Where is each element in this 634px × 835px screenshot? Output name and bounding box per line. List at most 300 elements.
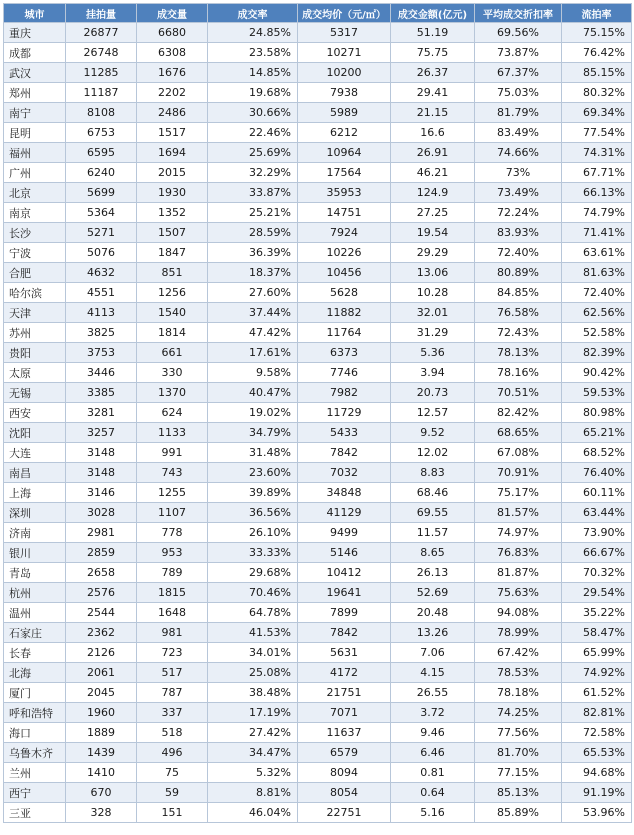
cell-deal-amount: 29.29 (391, 243, 475, 263)
cell-deal-rate: 24.85% (208, 23, 298, 43)
table-row (4, 143, 632, 163)
table-row (4, 223, 632, 243)
cell-failed-rate: 91.19% (562, 783, 632, 803)
cell-deal-rate: 17.19% (208, 703, 298, 723)
cell-avg-discount: 78.53% (475, 663, 562, 683)
cell-deal-amount: 13.26 (391, 623, 475, 643)
cell-city: 杭州 (4, 583, 66, 603)
cell-city: 南宁 (4, 103, 66, 123)
cell-deal-amount: 5.36 (391, 343, 475, 363)
cell-city: 呼和浩特 (4, 703, 66, 723)
cell-city: 北京 (4, 183, 66, 203)
cell-listed-count: 5699 (66, 183, 137, 203)
cell-listed-count: 3753 (66, 343, 137, 363)
table-row (4, 283, 632, 303)
cell-avg-price: 7842 (298, 623, 391, 643)
cell-failed-rate: 68.52% (562, 443, 632, 463)
header-listed-count: 挂拍量 (66, 4, 137, 23)
cell-deal-rate: 5.32% (208, 763, 298, 783)
cell-listed-count: 11285 (66, 63, 137, 83)
cell-listed-count: 4551 (66, 283, 137, 303)
cell-failed-rate: 29.54% (562, 583, 632, 603)
cell-deal-rate: 33.33% (208, 543, 298, 563)
cell-deal-count: 1255 (137, 483, 208, 503)
cell-avg-price: 5628 (298, 283, 391, 303)
cell-deal-amount: 8.83 (391, 463, 475, 483)
cell-deal-amount: 26.55 (391, 683, 475, 703)
cell-failed-rate: 75.15% (562, 23, 632, 43)
cell-city: 乌鲁木齐 (4, 743, 66, 763)
cell-failed-rate: 74.92% (562, 663, 632, 683)
cell-city: 深圳 (4, 503, 66, 523)
table-row (4, 723, 632, 743)
cell-deal-amount: 69.55 (391, 503, 475, 523)
cell-avg-discount: 78.16% (475, 363, 562, 383)
cell-deal-amount: 75.75 (391, 43, 475, 63)
cell-city: 北海 (4, 663, 66, 683)
cell-failed-rate: 72.58% (562, 723, 632, 743)
cell-avg-price: 22751 (298, 803, 391, 823)
cell-failed-rate: 65.53% (562, 743, 632, 763)
cell-deal-count: 1814 (137, 323, 208, 343)
cell-deal-rate: 41.53% (208, 623, 298, 643)
cell-avg-price: 7899 (298, 603, 391, 623)
cell-listed-count: 3028 (66, 503, 137, 523)
cell-avg-price: 11729 (298, 403, 391, 423)
table-row (4, 323, 632, 343)
table-row (4, 523, 632, 543)
cell-avg-price: 7071 (298, 703, 391, 723)
cell-failed-rate: 52.58% (562, 323, 632, 343)
cell-deal-rate: 28.59% (208, 223, 298, 243)
cell-deal-rate: 37.44% (208, 303, 298, 323)
cell-deal-rate: 36.39% (208, 243, 298, 263)
cell-deal-amount: 21.15 (391, 103, 475, 123)
table-row (4, 783, 632, 803)
cell-deal-amount: 0.81 (391, 763, 475, 783)
cell-deal-count: 789 (137, 563, 208, 583)
cell-deal-count: 1107 (137, 503, 208, 523)
cell-deal-count: 496 (137, 743, 208, 763)
cell-city: 厦门 (4, 683, 66, 703)
cell-listed-count: 5364 (66, 203, 137, 223)
cell-deal-count: 2202 (137, 83, 208, 103)
cell-avg-price: 5433 (298, 423, 391, 443)
table-row (4, 183, 632, 203)
cell-avg-discount: 68.65% (475, 423, 562, 443)
cell-deal-count: 991 (137, 443, 208, 463)
cell-listed-count: 3146 (66, 483, 137, 503)
cell-failed-rate: 65.99% (562, 643, 632, 663)
header-deal-rate: 成交率 (208, 4, 298, 23)
cell-city: 广州 (4, 163, 66, 183)
cell-avg-price: 10964 (298, 143, 391, 163)
cell-deal-rate: 19.68% (208, 83, 298, 103)
cell-avg-discount: 81.79% (475, 103, 562, 123)
cell-avg-price: 7842 (298, 443, 391, 463)
cell-failed-rate: 66.67% (562, 543, 632, 563)
cell-city: 沈阳 (4, 423, 66, 443)
cell-avg-discount: 67.37% (475, 63, 562, 83)
cell-avg-price: 8094 (298, 763, 391, 783)
table-row (4, 383, 632, 403)
cell-avg-price: 10226 (298, 243, 391, 263)
cell-deal-rate: 47.42% (208, 323, 298, 343)
header-deal-amount: 成交金额(亿元) (391, 4, 475, 23)
cell-avg-discount: 75.17% (475, 483, 562, 503)
cell-failed-rate: 60.11% (562, 483, 632, 503)
table-row (4, 503, 632, 523)
cell-avg-price: 35953 (298, 183, 391, 203)
table-row (4, 583, 632, 603)
cell-city: 兰州 (4, 763, 66, 783)
cell-city: 济南 (4, 523, 66, 543)
cell-listed-count: 11187 (66, 83, 137, 103)
cell-avg-discount: 81.70% (475, 743, 562, 763)
cell-city: 郑州 (4, 83, 66, 103)
cell-city: 福州 (4, 143, 66, 163)
cell-listed-count: 5271 (66, 223, 137, 243)
cell-listed-count: 5076 (66, 243, 137, 263)
cell-avg-discount: 72.43% (475, 323, 562, 343)
cell-deal-amount: 6.46 (391, 743, 475, 763)
cell-listed-count: 1889 (66, 723, 137, 743)
cell-failed-rate: 90.42% (562, 363, 632, 383)
table-row (4, 163, 632, 183)
cell-avg-price: 9499 (298, 523, 391, 543)
cell-deal-rate: 34.79% (208, 423, 298, 443)
cell-city: 成都 (4, 43, 66, 63)
cell-deal-count: 151 (137, 803, 208, 823)
cell-listed-count: 6753 (66, 123, 137, 143)
cell-avg-price: 10456 (298, 263, 391, 283)
cell-avg-discount: 78.99% (475, 623, 562, 643)
cell-deal-count: 75 (137, 763, 208, 783)
table-row (4, 23, 632, 43)
cell-deal-count: 778 (137, 523, 208, 543)
cell-deal-amount: 26.37 (391, 63, 475, 83)
cell-city: 南昌 (4, 463, 66, 483)
cell-deal-rate: 17.61% (208, 343, 298, 363)
table-row (4, 643, 632, 663)
cell-failed-rate: 74.31% (562, 143, 632, 163)
cell-failed-rate: 66.13% (562, 183, 632, 203)
table-row (4, 743, 632, 763)
cell-deal-rate: 22.46% (208, 123, 298, 143)
cell-listed-count: 3385 (66, 383, 137, 403)
table-row (4, 703, 632, 723)
cell-avg-discount: 85.89% (475, 803, 562, 823)
cell-deal-count: 6308 (137, 43, 208, 63)
cell-avg-discount: 78.13% (475, 343, 562, 363)
cell-listed-count: 2658 (66, 563, 137, 583)
cell-deal-count: 851 (137, 263, 208, 283)
cell-deal-count: 2015 (137, 163, 208, 183)
cell-deal-amount: 124.9 (391, 183, 475, 203)
cell-avg-discount: 75.63% (475, 583, 562, 603)
table-row (4, 423, 632, 443)
cell-city: 武汉 (4, 63, 66, 83)
header-avg-price: 成交均价（元/㎡） (298, 4, 391, 23)
table-row (4, 483, 632, 503)
cell-deal-rate: 31.48% (208, 443, 298, 463)
cell-deal-amount: 51.19 (391, 23, 475, 43)
cell-deal-count: 624 (137, 403, 208, 423)
cell-deal-amount: 20.48 (391, 603, 475, 623)
cell-avg-price: 10271 (298, 43, 391, 63)
cell-deal-count: 661 (137, 343, 208, 363)
cell-deal-rate: 46.04% (208, 803, 298, 823)
cell-city: 天津 (4, 303, 66, 323)
cell-failed-rate: 72.40% (562, 283, 632, 303)
cell-avg-price: 5631 (298, 643, 391, 663)
cell-avg-price: 5317 (298, 23, 391, 43)
cell-deal-rate: 34.01% (208, 643, 298, 663)
cell-deal-amount: 27.25 (391, 203, 475, 223)
cell-deal-rate: 38.48% (208, 683, 298, 703)
cell-failed-rate: 82.81% (562, 703, 632, 723)
cell-listed-count: 8108 (66, 103, 137, 123)
cell-avg-price: 11764 (298, 323, 391, 343)
cell-city: 温州 (4, 603, 66, 623)
cell-failed-rate: 63.44% (562, 503, 632, 523)
cell-avg-discount: 81.57% (475, 503, 562, 523)
cell-avg-discount: 67.42% (475, 643, 562, 663)
cell-listed-count: 6240 (66, 163, 137, 183)
cell-deal-rate: 8.81% (208, 783, 298, 803)
table-row (4, 603, 632, 623)
cell-deal-count: 1517 (137, 123, 208, 143)
cell-avg-price: 7938 (298, 83, 391, 103)
cell-failed-rate: 76.40% (562, 463, 632, 483)
cell-deal-rate: 27.42% (208, 723, 298, 743)
cell-deal-rate: 18.37% (208, 263, 298, 283)
table-row (4, 403, 632, 423)
cell-deal-amount: 16.6 (391, 123, 475, 143)
cell-avg-discount: 67.08% (475, 443, 562, 463)
cell-failed-rate: 63.61% (562, 243, 632, 263)
cell-deal-count: 953 (137, 543, 208, 563)
cell-avg-discount: 73.87% (475, 43, 562, 63)
cell-failed-rate: 35.22% (562, 603, 632, 623)
cell-deal-amount: 46.21 (391, 163, 475, 183)
cell-deal-count: 723 (137, 643, 208, 663)
cell-city: 长沙 (4, 223, 66, 243)
cell-deal-count: 330 (137, 363, 208, 383)
cell-deal-amount: 13.06 (391, 263, 475, 283)
cell-deal-count: 337 (137, 703, 208, 723)
header-row (4, 4, 632, 23)
cell-failed-rate: 71.41% (562, 223, 632, 243)
cell-city: 银川 (4, 543, 66, 563)
cell-listed-count: 328 (66, 803, 137, 823)
cell-deal-count: 1930 (137, 183, 208, 203)
cell-deal-rate: 23.60% (208, 463, 298, 483)
cell-avg-price: 19641 (298, 583, 391, 603)
cell-deal-count: 1507 (137, 223, 208, 243)
cell-avg-price: 14751 (298, 203, 391, 223)
cell-city: 三亚 (4, 803, 66, 823)
header-avg-discount: 平均成交折扣率 (475, 4, 562, 23)
cell-avg-price: 10412 (298, 563, 391, 583)
cell-deal-count: 1676 (137, 63, 208, 83)
header-city: 城市 (4, 4, 66, 23)
cell-failed-rate: 77.54% (562, 123, 632, 143)
cell-avg-price: 5146 (298, 543, 391, 563)
cell-deal-count: 59 (137, 783, 208, 803)
cell-city: 上海 (4, 483, 66, 503)
header-deal-count: 成交量 (137, 4, 208, 23)
cell-avg-discount: 72.40% (475, 243, 562, 263)
cell-avg-discount: 82.42% (475, 403, 562, 423)
cell-deal-amount: 11.57 (391, 523, 475, 543)
cell-listed-count: 2859 (66, 543, 137, 563)
cell-avg-discount: 73.49% (475, 183, 562, 203)
cell-listed-count: 2126 (66, 643, 137, 663)
cell-deal-count: 1133 (137, 423, 208, 443)
auction-table (3, 3, 632, 823)
cell-avg-price: 6579 (298, 743, 391, 763)
cell-deal-amount: 8.65 (391, 543, 475, 563)
cell-avg-discount: 70.91% (475, 463, 562, 483)
cell-avg-price: 6212 (298, 123, 391, 143)
cell-deal-rate: 29.68% (208, 563, 298, 583)
cell-deal-rate: 39.89% (208, 483, 298, 503)
cell-city: 合肥 (4, 263, 66, 283)
cell-listed-count: 3825 (66, 323, 137, 343)
cell-deal-amount: 68.46 (391, 483, 475, 503)
cell-deal-rate: 40.47% (208, 383, 298, 403)
cell-avg-discount: 94.08% (475, 603, 562, 623)
table-row (4, 63, 632, 83)
cell-avg-price: 17564 (298, 163, 391, 183)
cell-deal-count: 1847 (137, 243, 208, 263)
table-row (4, 443, 632, 463)
cell-listed-count: 3281 (66, 403, 137, 423)
cell-deal-amount: 5.16 (391, 803, 475, 823)
cell-deal-count: 981 (137, 623, 208, 643)
cell-city: 太原 (4, 363, 66, 383)
cell-listed-count: 2045 (66, 683, 137, 703)
cell-deal-count: 517 (137, 663, 208, 683)
cell-city: 西安 (4, 403, 66, 423)
cell-avg-price: 8054 (298, 783, 391, 803)
cell-listed-count: 670 (66, 783, 137, 803)
cell-failed-rate: 70.32% (562, 563, 632, 583)
cell-avg-discount: 73% (475, 163, 562, 183)
table-row (4, 123, 632, 143)
cell-deal-rate: 64.78% (208, 603, 298, 623)
cell-avg-discount: 83.93% (475, 223, 562, 243)
cell-avg-price: 7924 (298, 223, 391, 243)
table-row (4, 363, 632, 383)
cell-deal-rate: 33.87% (208, 183, 298, 203)
table-row (4, 43, 632, 63)
cell-deal-count: 1648 (137, 603, 208, 623)
cell-deal-rate: 25.08% (208, 663, 298, 683)
cell-avg-discount: 75.03% (475, 83, 562, 103)
cell-avg-price: 11882 (298, 303, 391, 323)
cell-city: 海口 (4, 723, 66, 743)
cell-deal-amount: 20.73 (391, 383, 475, 403)
cell-failed-rate: 62.56% (562, 303, 632, 323)
cell-avg-price: 41129 (298, 503, 391, 523)
cell-avg-discount: 84.85% (475, 283, 562, 303)
cell-listed-count: 2576 (66, 583, 137, 603)
table-header (4, 4, 632, 23)
cell-deal-amount: 7.06 (391, 643, 475, 663)
cell-listed-count: 1410 (66, 763, 137, 783)
cell-deal-amount: 26.13 (391, 563, 475, 583)
cell-failed-rate: 53.96% (562, 803, 632, 823)
cell-deal-rate: 34.47% (208, 743, 298, 763)
cell-failed-rate: 65.21% (562, 423, 632, 443)
cell-failed-rate: 58.47% (562, 623, 632, 643)
cell-avg-discount: 81.87% (475, 563, 562, 583)
cell-deal-amount: 19.54 (391, 223, 475, 243)
cell-deal-amount: 12.02 (391, 443, 475, 463)
cell-listed-count: 3446 (66, 363, 137, 383)
cell-deal-rate: 26.10% (208, 523, 298, 543)
cell-deal-count: 743 (137, 463, 208, 483)
cell-avg-discount: 85.13% (475, 783, 562, 803)
cell-deal-count: 2486 (137, 103, 208, 123)
cell-listed-count: 2362 (66, 623, 137, 643)
cell-avg-discount: 78.18% (475, 683, 562, 703)
cell-listed-count: 2061 (66, 663, 137, 683)
table-row (4, 243, 632, 263)
cell-deal-amount: 3.72 (391, 703, 475, 723)
cell-city: 长春 (4, 643, 66, 663)
cell-avg-discount: 72.24% (475, 203, 562, 223)
table-row (4, 683, 632, 703)
cell-city: 哈尔滨 (4, 283, 66, 303)
cell-city: 无锡 (4, 383, 66, 403)
cell-failed-rate: 67.71% (562, 163, 632, 183)
cell-avg-discount: 74.66% (475, 143, 562, 163)
cell-avg-discount: 76.83% (475, 543, 562, 563)
cell-city: 苏州 (4, 323, 66, 343)
cell-listed-count: 6595 (66, 143, 137, 163)
cell-failed-rate: 73.90% (562, 523, 632, 543)
cell-avg-discount: 70.51% (475, 383, 562, 403)
cell-avg-discount: 77.15% (475, 763, 562, 783)
cell-deal-amount: 10.28 (391, 283, 475, 303)
table-row (4, 303, 632, 323)
cell-deal-count: 1352 (137, 203, 208, 223)
cell-city: 贵阳 (4, 343, 66, 363)
table-row (4, 83, 632, 103)
cell-failed-rate: 61.52% (562, 683, 632, 703)
cell-listed-count: 3257 (66, 423, 137, 443)
cell-city: 西宁 (4, 783, 66, 803)
cell-deal-rate: 23.58% (208, 43, 298, 63)
cell-avg-discount: 80.89% (475, 263, 562, 283)
cell-deal-rate: 27.60% (208, 283, 298, 303)
cell-deal-rate: 30.66% (208, 103, 298, 123)
cell-deal-rate: 9.58% (208, 363, 298, 383)
cell-failed-rate: 74.79% (562, 203, 632, 223)
header-failed-rate: 流拍率 (562, 4, 632, 23)
cell-deal-amount: 3.94 (391, 363, 475, 383)
cell-deal-count: 1694 (137, 143, 208, 163)
cell-listed-count: 3148 (66, 463, 137, 483)
cell-deal-count: 6680 (137, 23, 208, 43)
cell-deal-rate: 25.21% (208, 203, 298, 223)
cell-deal-rate: 14.85% (208, 63, 298, 83)
cell-listed-count: 26877 (66, 23, 137, 43)
cell-avg-price: 7746 (298, 363, 391, 383)
